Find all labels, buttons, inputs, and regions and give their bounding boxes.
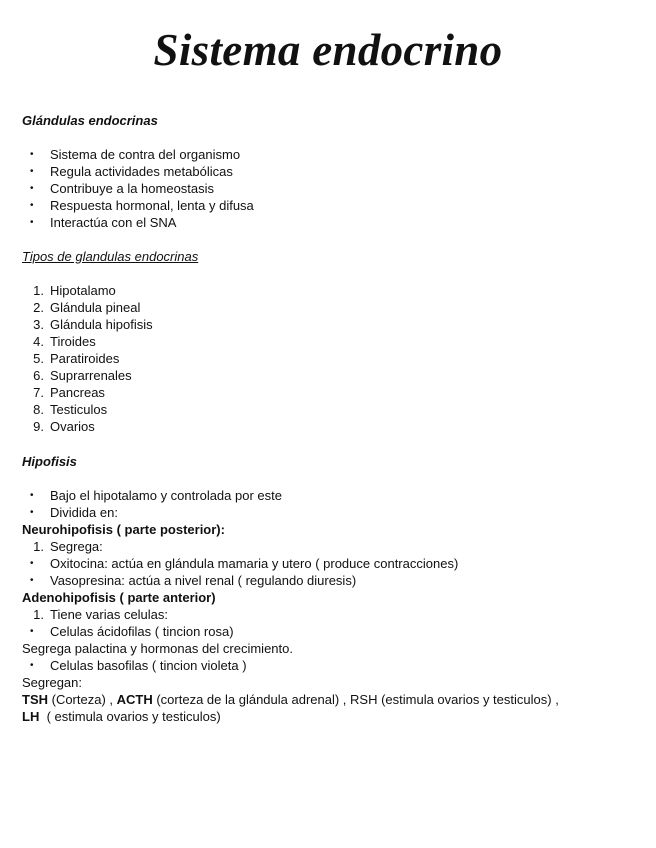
paragraph: Segregan: — [22, 675, 82, 690]
list-text: Segrega: — [50, 539, 103, 554]
list-item — [22, 316, 642, 333]
list-item — [22, 538, 642, 555]
list-text: Glándula pineal — [50, 300, 141, 315]
list-item — [22, 606, 642, 623]
glandulas-list — [22, 146, 642, 231]
hormones-paragraph — [22, 691, 642, 725]
list-item: • Celulas basofilas ( tincion violeta ) — [22, 657, 642, 674]
adeno-list-2 — [22, 657, 642, 674]
adeno-numbered — [22, 606, 642, 623]
list-text: Paratiroides — [50, 351, 120, 366]
list-item: • Contribuye a la homeostasis — [22, 180, 642, 197]
list-text: Suprarrenales — [50, 368, 132, 383]
list-text: Glándula hipofisis — [50, 317, 153, 332]
list-item — [22, 401, 642, 418]
list-item: • Bajo el hipotalamo y controlada por este — [22, 487, 642, 504]
list-item: • Oxitocina: actúa en glándula mamaria y utero ( produce contracciones) — [22, 555, 642, 572]
list-number: 5. — [33, 351, 44, 366]
section-heading-tipos: Tipos de glandulas endocrinas — [22, 249, 199, 264]
list-number: 2. — [33, 300, 44, 315]
page-title: Sistema endocrino — [153, 25, 503, 75]
neuro-numbered — [22, 538, 642, 555]
adenohipofisis-heading: Adenohipofisis ( parte anterior) — [22, 590, 216, 605]
document-body — [22, 112, 642, 725]
list-item — [22, 299, 642, 316]
list-text: Tiroides — [50, 334, 96, 349]
paragraph: Segrega palactina y hormonas del crecimiento. — [22, 641, 293, 656]
list-number: 6. — [33, 368, 44, 383]
list-item — [22, 384, 642, 401]
section-heading-hipofisis: Hipofisis — [22, 454, 77, 469]
list-number: 8. — [33, 402, 44, 417]
list-text: Testiculos — [50, 402, 108, 417]
list-item — [22, 367, 642, 384]
list-item: • Sistema de contra del organismo — [22, 146, 642, 163]
list-item: • Celulas ácidofilas ( tincion rosa) — [22, 623, 642, 640]
list-item — [22, 333, 642, 350]
list-number: 7. — [33, 385, 44, 400]
hormone-lh: LH — [22, 709, 40, 724]
tipos-list — [22, 282, 642, 435]
hipofisis-list — [22, 487, 642, 521]
list-item: • Regula actividades metabólicas — [22, 163, 642, 180]
list-number: 3. — [33, 317, 44, 332]
hormone-tsh: TSH — [22, 692, 48, 707]
neuro-list — [22, 555, 642, 589]
neurohipofisis-heading: Neurohipofisis ( parte posterior): — [22, 522, 225, 537]
list-number: 1. — [33, 283, 44, 298]
hormone-acth: ACTH — [116, 692, 153, 707]
list-item — [22, 350, 642, 367]
hormone-acth-desc: (corteza de la glándula adrenal) , RSH (estimula ovarios y testiculos) , — [152, 692, 559, 707]
list-item — [22, 282, 642, 299]
list-number: 9. — [33, 419, 44, 434]
list-item: • Dividida en: — [22, 504, 642, 521]
list-item: • Respuesta hormonal, lenta y difusa — [22, 197, 642, 214]
hormone-tsh-desc: (Corteza) , — [48, 692, 117, 707]
adeno-list-1 — [22, 623, 642, 640]
list-number: 1. — [33, 539, 44, 554]
list-item: • Vasopresina: actúa a nivel renal ( regulando diuresis) — [22, 572, 642, 589]
list-text: Tiene varias celulas: — [50, 607, 169, 622]
hormone-lh-desc: ( estimula ovarios y testiculos) — [39, 709, 221, 724]
list-item: • Interactúa con el SNA — [22, 214, 642, 231]
list-text: Hipotalamo — [50, 283, 116, 298]
list-text: Pancreas — [50, 385, 105, 400]
list-number: 4. — [33, 334, 44, 349]
list-number: 1. — [33, 607, 44, 622]
list-text: Ovarios — [50, 419, 95, 434]
section-heading-glandulas: Glándulas endocrinas — [22, 113, 158, 128]
list-item — [22, 418, 642, 435]
